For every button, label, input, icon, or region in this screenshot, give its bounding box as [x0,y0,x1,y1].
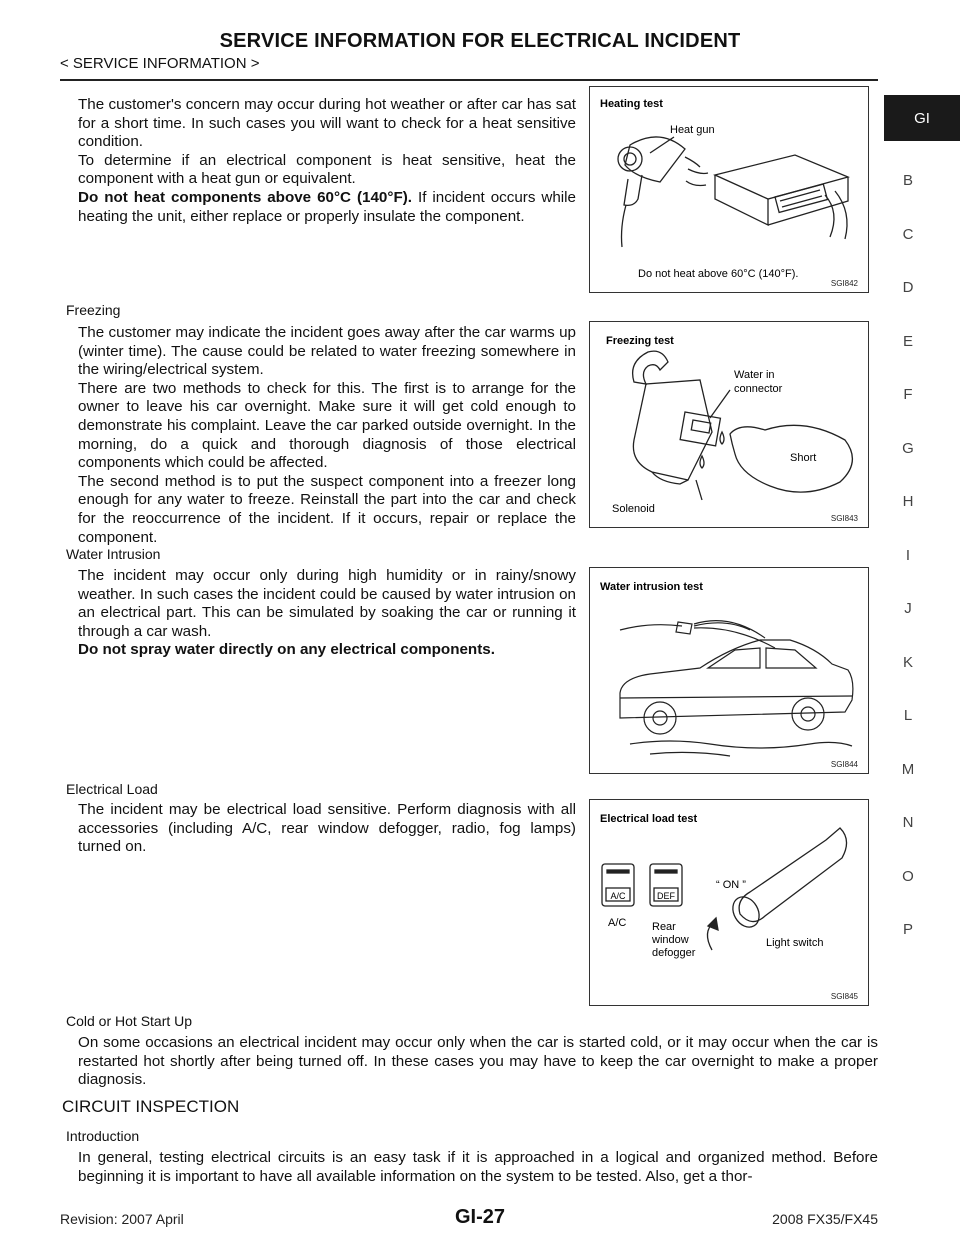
heat-warning: Do not heat components above 60°C (140°F). [78,188,413,206]
heat-figure-id: SGI842 [830,279,858,288]
heat-section [78,96,576,226]
heat-paragraph-1: The customer's concern may occur during hot weather or after car has sat for a short time. In such cases you will want to check for a heat sensitive condition. [78,96,576,151]
side-tab-g[interactable]: G [902,439,914,457]
electrical-load-heading: Electrical Load [66,781,158,797]
rear-label: Rear [652,921,676,933]
model-text: 2008 FX35/FX45 [772,1211,878,1227]
freezing-heading: Freezing [66,302,121,318]
side-tab-b[interactable]: B [902,172,913,189]
introduction-heading: Introduction [66,1128,140,1144]
side-tab-o[interactable]: O [902,867,914,885]
connector-label: connector [734,383,783,395]
water-paragraph-1: The incident may occur only during high humidity or in rainy/snowy weather. In such cases the incident could be caused by water intrusion on an electrical part. This can be simulated by soaking the car or running it through a car wash. [78,567,576,640]
cold-hot-heading: Cold or Hot Start Up [66,1013,193,1029]
heating-test-figure [589,86,869,293]
side-tab-i[interactable]: I [905,546,911,564]
load-section [78,801,576,857]
side-tab-p[interactable]: P [902,921,913,938]
side-tab-n[interactable]: N [902,814,914,831]
water-section [78,567,576,660]
side-tab-f[interactable]: F [903,386,913,403]
water-figure-id: SGI844 [830,760,858,769]
circuit-inspection-heading: CIRCUIT INSPECTION [62,1097,240,1116]
side-tab-j[interactable]: J [904,600,912,617]
load-paragraph-1: The incident may be electrical load sensitive. Perform diagnosis with all accessories (including A/C, rear window defogger, radio, fog lamps) turned on. [78,801,576,856]
side-tab-e[interactable]: E [902,332,913,350]
side-tab-h[interactable]: H [902,493,914,510]
heat-gun-label: Heat gun [670,124,715,136]
introduction-paragraph: In general, testing electrical circuits is an easy task if it is approached in a logical and organized method. Before beginning it is important to have all available information on the system to be tested. Also, get a thor- [78,1149,878,1185]
header-rule [60,79,878,81]
water-intrusion-figure [589,567,869,774]
page-title: SERVICE INFORMATION FOR ELECTRICAL INCIDENT [219,30,741,52]
freezing-paragraph-2: There are two methods to check for this. The first is to arrange for the owner to leave his car overnight. Make sure it will get cold enough to demonstrate his complaint. Leave the car parked outside overnight. In the morning, do a quick and thorough diagnosis of those electrical components which could be affected. [78,379,576,472]
side-tab-c[interactable]: C [902,225,914,243]
load-figure-id: SGI845 [830,992,858,1001]
on-label: “ ON ” [716,879,746,891]
revision-text: Revision: 2007 April [60,1211,184,1227]
ac-label: A/C [608,917,627,929]
heat-gun-drawing [618,137,848,247]
side-tab-d[interactable]: D [902,279,914,296]
side-tab-k[interactable]: K [902,653,913,671]
water-warning: Do not spray water directly on any electrical components. [78,641,495,659]
light-switch-label: Light switch [766,937,824,949]
short-label: Short [790,452,817,464]
electrical-load-figure [589,799,869,1006]
window-label: window [652,934,689,946]
water-in-label: Water in [734,369,775,381]
heat-fig-title: Heating test [600,98,663,110]
freezing-section [78,324,576,547]
heat-paragraph-2: To determine if an electrical component is heat sensitive, heat the component with a heat gun or equivalent. [78,151,576,188]
side-tab-l[interactable]: L [903,707,913,724]
side-tab-m[interactable]: M [901,760,915,778]
side-tab-gi[interactable]: GI [884,95,960,141]
water-fig-title: Water intrusion test [600,581,703,593]
load-fig-title: Electrical load test [600,813,698,825]
freeze-fig-title: Freezing test [606,335,674,347]
cold-paragraph: On some occasions an electrical incident may occur only when the car is started cold, or it may occur when the car is restarted hot shortly after being turned off. In these cases you may have to keep the car overnight to make a proper diagnosis. [78,1034,878,1089]
freezing-paragraph-1: The customer may indicate the incident goes away after the car warms up (winter time). The cause could be related to water freezing somewhere in the wiring/electrical system. [78,324,576,379]
heat-fig-caption: Do not heat above 60°C (140°F). [638,268,799,280]
freezing-figure-id: SGI843 [830,514,858,523]
car-wash-drawing [620,621,853,756]
heat-paragraph-3: Do not heat components above 60°C (140°F). If incident occurs while heating the unit, either replace or properly insulate the component. [78,188,576,225]
solenoid-label: Solenoid [612,503,655,515]
section-subheading: < SERVICE INFORMATION > [60,55,260,72]
defogger-label: defogger [652,947,696,959]
freezing-paragraph-3: The second method is to put the suspect component into a freezer long enough for any water to freeze. Reinstall the part into the car and check for the reoccurrence of the incident. If it occurs, repair or replace the component. [78,472,576,546]
ac-button: A/C [610,891,626,901]
page-number: GI-27 [454,1206,506,1228]
freezing-test-figure [589,321,869,528]
water-intrusion-heading: Water Intrusion [66,546,161,562]
def-button: DEF [657,891,675,901]
